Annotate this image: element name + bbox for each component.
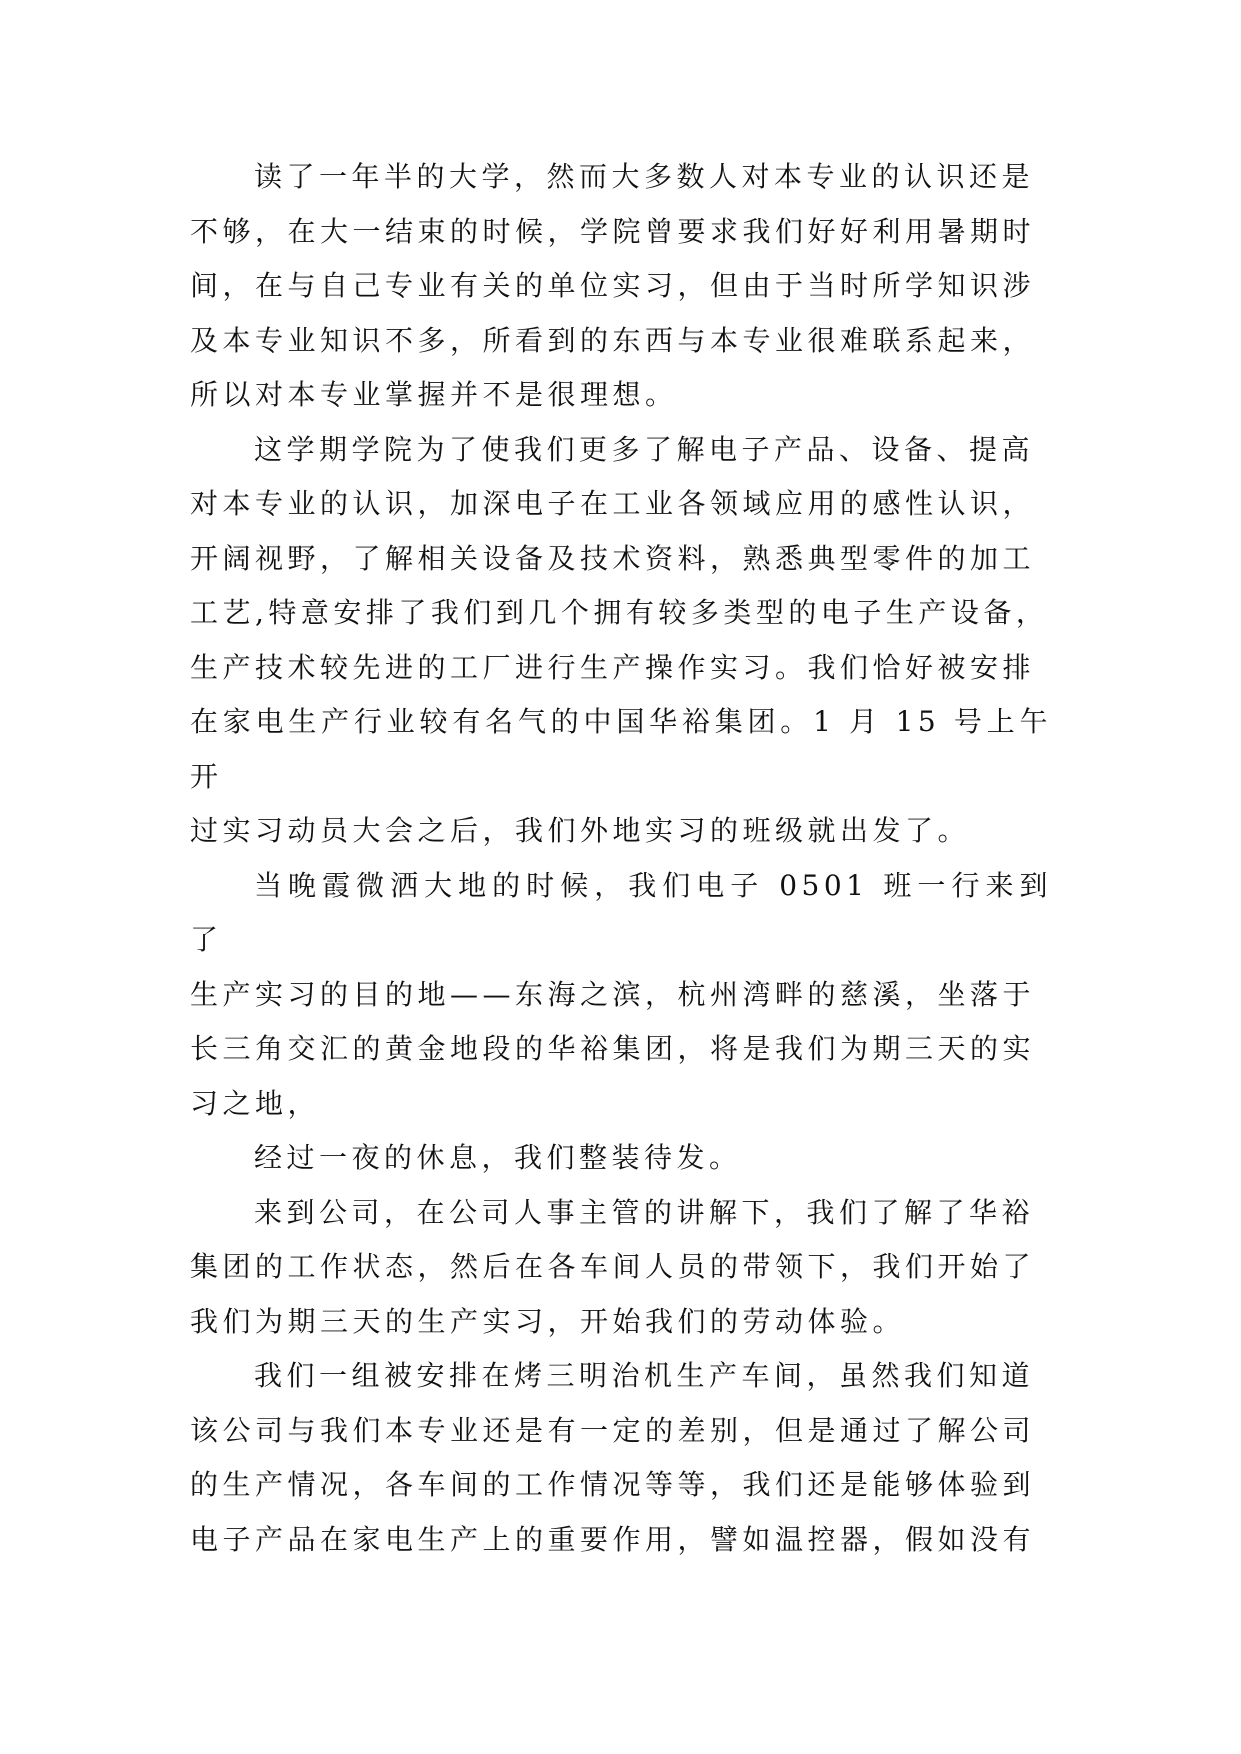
text-line: 长三角交汇的黄金地段的华裕集团，将是我们为期三天的实 [190, 1032, 1036, 1065]
text-line: 对本专业的认识，加深电子在工业各领域应用的感性认识， [190, 487, 1036, 520]
text-line: 及本专业知识不多，所看到的东西与本专业很难联系起来， [190, 323, 1036, 357]
paragraph-5 [190, 1186, 1052, 1350]
text-line: 工艺,特意安排了我们到几个拥有较多类型的电子生产设备， [190, 596, 1049, 629]
text-line: 习之地， [190, 1086, 321, 1120]
text-line: 不够，在大一结束的时候，学院曾要求我们好好利用暑期时 [190, 214, 1036, 248]
text-line: 间，在与自己专业有关的单位实习，但由于当时所学知识涉 [190, 269, 1036, 302]
text-line: 生产技术较先进的工厂进行生产操作实习。我们恰好被安排 [190, 650, 1036, 684]
text-line: 电子产品在家电生产上的重要作用，譬如温控器，假如没有 [190, 1522, 1036, 1556]
paragraph-1 [190, 150, 1052, 423]
text-line: 的生产情况，各车间的工作情况等等，我们还是能够体验到 [190, 1468, 1036, 1501]
text-line: 过实习动员大会之后，我们外地实习的班级就出发了。 [190, 814, 971, 847]
text-line: 我们一组被安排在烤三明治机生产车间，虽然我们知道 [254, 1359, 1035, 1392]
paragraph-4 [190, 1131, 1052, 1186]
text-line: 开阔视野，了解相关设备及技术资料，熟悉典型零件的加工 [190, 541, 1036, 575]
text-line: 在家电生产行业较有名气的中国华裕集团。1 月 15 号上午开 [190, 705, 1052, 793]
text-line: 读了一年半的大学，然而大多数人对本专业的认识还是 [254, 160, 1035, 193]
text-line: 所以对本专业掌握并不是很理想。 [190, 378, 678, 411]
document-body [190, 150, 1052, 1567]
text-line: 该公司与我们本专业还是有一定的差别，但是通过了解公司 [190, 1413, 1036, 1447]
text-line: 经过一夜的休息，我们整装待发。 [254, 1141, 742, 1174]
paragraph-3 [190, 859, 1052, 1132]
text-line: 当晚霞微洒大地的时候，我们电子 0501 班一行来到了 [190, 868, 1052, 956]
text-line: 这学期学院为了使我们更多了解电子产品、设备、提高 [254, 432, 1035, 466]
text-line: 来到公司，在公司人事主管的讲解下，我们了解了华裕 [254, 1195, 1035, 1229]
text-line: 生产实习的目的地——东海之滨，杭州湾畔的慈溪，坐落于 [190, 977, 1036, 1011]
paragraph-2 [190, 423, 1052, 859]
text-line: 我们为期三天的生产实习，开始我们的劳动体验。 [190, 1304, 906, 1338]
paragraph-6 [190, 1349, 1052, 1567]
text-line: 集团的工作状态，然后在各车间人员的带领下，我们开始了 [190, 1250, 1036, 1283]
